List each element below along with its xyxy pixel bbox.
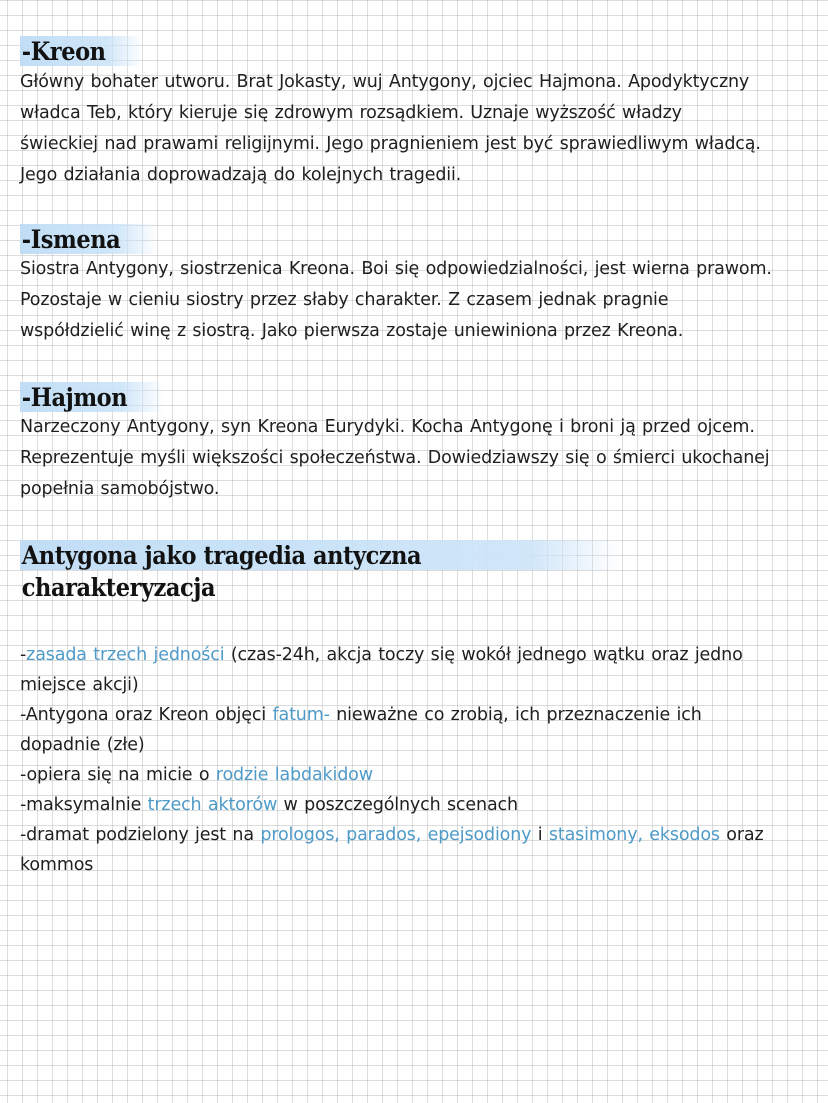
section-kreon (20, 36, 825, 191)
list-item: -Antygona oraz Kreon objęci fatum- nieważne co zrobią, ich przeznaczenie ich (20, 705, 702, 725)
list-item-continuation: kommos (20, 855, 94, 875)
section-antygona (20, 540, 825, 880)
list-item: -dramat podzielony jest na prologos, parados, epejsodiony i stasimony, eksodos oraz (20, 825, 764, 845)
list-antygona (20, 640, 825, 880)
term-prologos-parados-epejsodiony: prologos, parados, epejsodiony (260, 825, 532, 845)
text-line: Narzeczony Antygony, syn Kreona Eurydyki. Kocha Antygonę i broni ją przed ojcem. (20, 417, 755, 437)
heading-kreon: -Kreon (20, 36, 143, 66)
term-rodzie-labdakidow: rodzie labdakidow (215, 765, 373, 785)
term-stasimony-eksodos: stasimony, eksodos (548, 825, 720, 845)
section-ismena (20, 224, 825, 347)
text-line: współdzielić winę z siostrą. Jako pierwsza zostaje uniewiniona przez Kreona. (20, 321, 684, 341)
term-fatum: fatum- (272, 705, 330, 725)
text-line: Reprezentuje myśli większości społeczeństwa. Dowiedziawszy się o śmierci ukochanej (20, 448, 770, 468)
text-line: Jego działania doprowadzają do kolejnych tragedii. (20, 165, 462, 185)
paragraph-hajmon (20, 412, 825, 505)
text-line: popełnia samobójstwo. (20, 479, 220, 499)
heading-antygona: Antygona jako tragedia antyczna charakteryzacja (20, 540, 621, 570)
list-item-continuation: dopadnie (złe) (20, 735, 145, 755)
list-item: -maksymalnie trzech aktorów w poszczególnych scenach (20, 795, 518, 815)
heading-ismena: -Ismena (20, 224, 158, 254)
section-hajmon (20, 382, 825, 505)
text-line: władca Teb, który kieruje się zdrowym rozsądkiem. Uznaje wyższość władzy (20, 103, 682, 123)
list-item: -opiera się na micie o rodzie labdakidow (20, 765, 373, 785)
text-line: Siostra Antygony, siostrzenica Kreona. Boi się odpowiedzialności, jest wierna prawom. (20, 259, 772, 279)
text-line: Pozostaje w cieniu siostry przez słaby charakter. Z czasem jednak pragnie (20, 290, 669, 310)
list-item-continuation: miejsce akcji) (20, 675, 139, 695)
paragraph-kreon (20, 67, 825, 191)
text-line: świeckiej nad prawami religijnymi. Jego pragnieniem jest być sprawiedliwym władcą. (20, 134, 761, 154)
paragraph-ismena (20, 254, 825, 347)
text-line: Główny bohater utworu. Brat Jokasty, wuj Antygony, ojciec Hajmona. Apodyktyczny (20, 72, 750, 92)
heading-hajmon: -Hajmon (20, 382, 165, 412)
term-zasada-trzech-jednosci: zasada trzech jedności (26, 645, 225, 665)
list-item: -zasada trzech jedności (czas-24h, akcja toczy się wokół jednego wątku oraz jedno (20, 645, 743, 665)
term-trzech-aktorow: trzech aktorów (147, 795, 278, 815)
